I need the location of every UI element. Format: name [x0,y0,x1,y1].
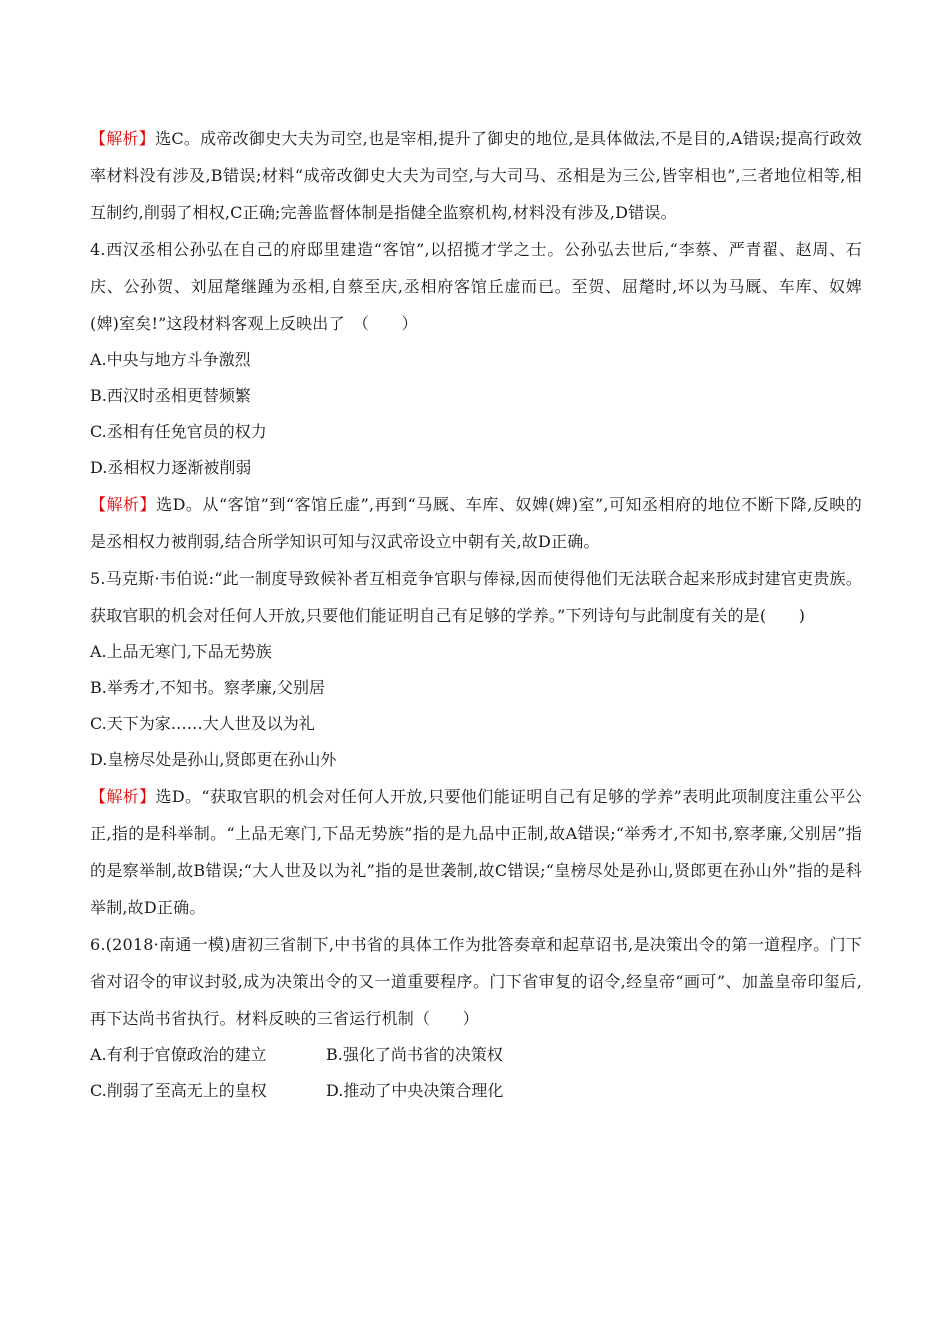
q6-stem: 6.(2018·南通一模)唐初三省制下,中书省的具体工作为批答奏章和起草诏书,是决策出令的第一道程序。门下省对诏令的审议封驳,成为决策出令的又一道重要程序。门下省审复的诏令,经皇帝“画可”、加盖皇帝印玺后,再下达尚书省执行。材料反映的三省运行机制（ ） [90,935,862,1028]
analysis-label: 解析 [106,787,140,806]
q6-option-b: B.强化了尚书省的决策权 [326,1045,503,1064]
q5-stem: 5.马克斯·韦伯说:“此一制度导致候补者互相竞争官职与俸禄,因而使得他们无法联合起来形成封建官吏贵族。获取官职的机会对任何人开放,只要他们能证明自己有足够的学养。”下列诗句与此制度有关的是( ) [90,569,862,625]
q6-options-row-1 [90,1037,862,1073]
document-page [90,120,862,1109]
q5-option-a: A.上品无寒门,下品无势族 [90,642,272,661]
q4-analysis: 【解析】选D。从“客馆”到“客馆丘虚”,再到“马厩、车库、奴婢(婢)室”,可知丞相府的地位不断下降,反映的是丞相权力被削弱,结合所学知识可知与汉武帝设立中朝有关,故D正确。 [90,495,862,551]
q4-option-d: D.丞相权力逐渐被削弱 [90,458,252,477]
q6-option-c: C.削弱了至高无上的皇权 [90,1081,267,1100]
q6-option-a: A.有利于官僚政治的建立 [90,1045,267,1064]
analysis-label: 解析 [106,129,139,148]
q5-analysis: 【解析】选D。“获取官职的机会对任何人开放,只要他们能证明自己有足够的学养”表明此项制度注重公平公正,指的是科举制。“上品无寒门,下品无势族”指的是九品中正制,故A错误;“举秀才,不知书,察孝廉,父别居”指的是察举制,故B错误;“大人世及以为礼”指的是世袭制,故C错误;“皇榜尽处是孙山,贤郎更在孙山外”指的是科举制,故D正确。 [90,787,863,917]
q4-option-a: A.中央与地方斗争激烈 [90,350,251,369]
q3-analysis: 【解析】选C。成帝改御史大夫为司空,也是宰相,提升了御史的地位,是具体做法,不是目的,A错误;提高行政效率材料没有涉及,B错误;材料“成帝改御史大夫为司空,与大司马、丞相是为三公,皆宰相也”,三者地位相等,相互制约,削弱了相权,C正确;完善监督体制是指健全监察机构,材料没有涉及,D错误。 [90,129,863,222]
q5-option-d: D.皇榜尽处是孙山,贤郎更在孙山外 [90,750,337,769]
q4-analysis-text: 选D。从“客馆”到“客馆丘虚”,再到“马厩、车库、奴婢(婢)室”,可知丞相府的地位不断下降,反映的是丞相权力被削弱,结合所学知识可知与汉武帝设立中朝有关,故D正确。 [90,495,862,551]
q5-option-b: B.举秀才,不知书。察孝廉,父别居 [90,678,326,697]
q6-options-row-2 [90,1073,862,1109]
q3-analysis-text: 选C。成帝改御史大夫为司空,也是宰相,提升了御史的地位,是具体做法,不是目的,A错误;提高行政效率材料没有涉及,B错误;材料“成帝改御史大夫为司空,与大司马、丞相是为三公,皆宰相也”,三者地位相等,相互制约,削弱了相权,C正确;完善监督体制是指健全监察机构,材料没有涉及,D错误。 [90,129,863,222]
analysis-label: 解析 [106,495,140,514]
q4-stem: 4.西汉丞相公孙弘在自己的府邸里建造“客馆”,以招揽才学之士。公孙弘去世后,“李蔡、严青翟、赵周、石庆、公孙贺、刘屈氂继踵为丞相,自蔡至庆,丞相府客馆丘虚而已。至贺、屈氂时,坏以为马厩、车库、奴婢(婢)室矣!”这段材料客观上反映出了 （ ） [90,240,862,333]
q6-option-d: D.推动了中央决策合理化 [326,1081,504,1100]
q4-option-c: C.丞相有任免官员的权力 [90,422,267,441]
q4-option-b: B.西汉时丞相更替频繁 [90,386,251,405]
q5-option-c: C.天下为家……大人世及以为礼 [90,714,315,733]
q5-analysis-text: 选D。“获取官职的机会对任何人开放,只要他们能证明自己有足够的学养”表明此项制度注重公平公正,指的是科举制。“上品无寒门,下品无势族”指的是九品中正制,故A错误;“举秀才,不知书,察孝廉,父别居”指的是察举制,故B错误;“大人世及以为礼”指的是世袭制,故C错误;“皇榜尽处是孙山,贤郎更在孙山外”指的是科举制,故D正确。 [90,787,863,917]
